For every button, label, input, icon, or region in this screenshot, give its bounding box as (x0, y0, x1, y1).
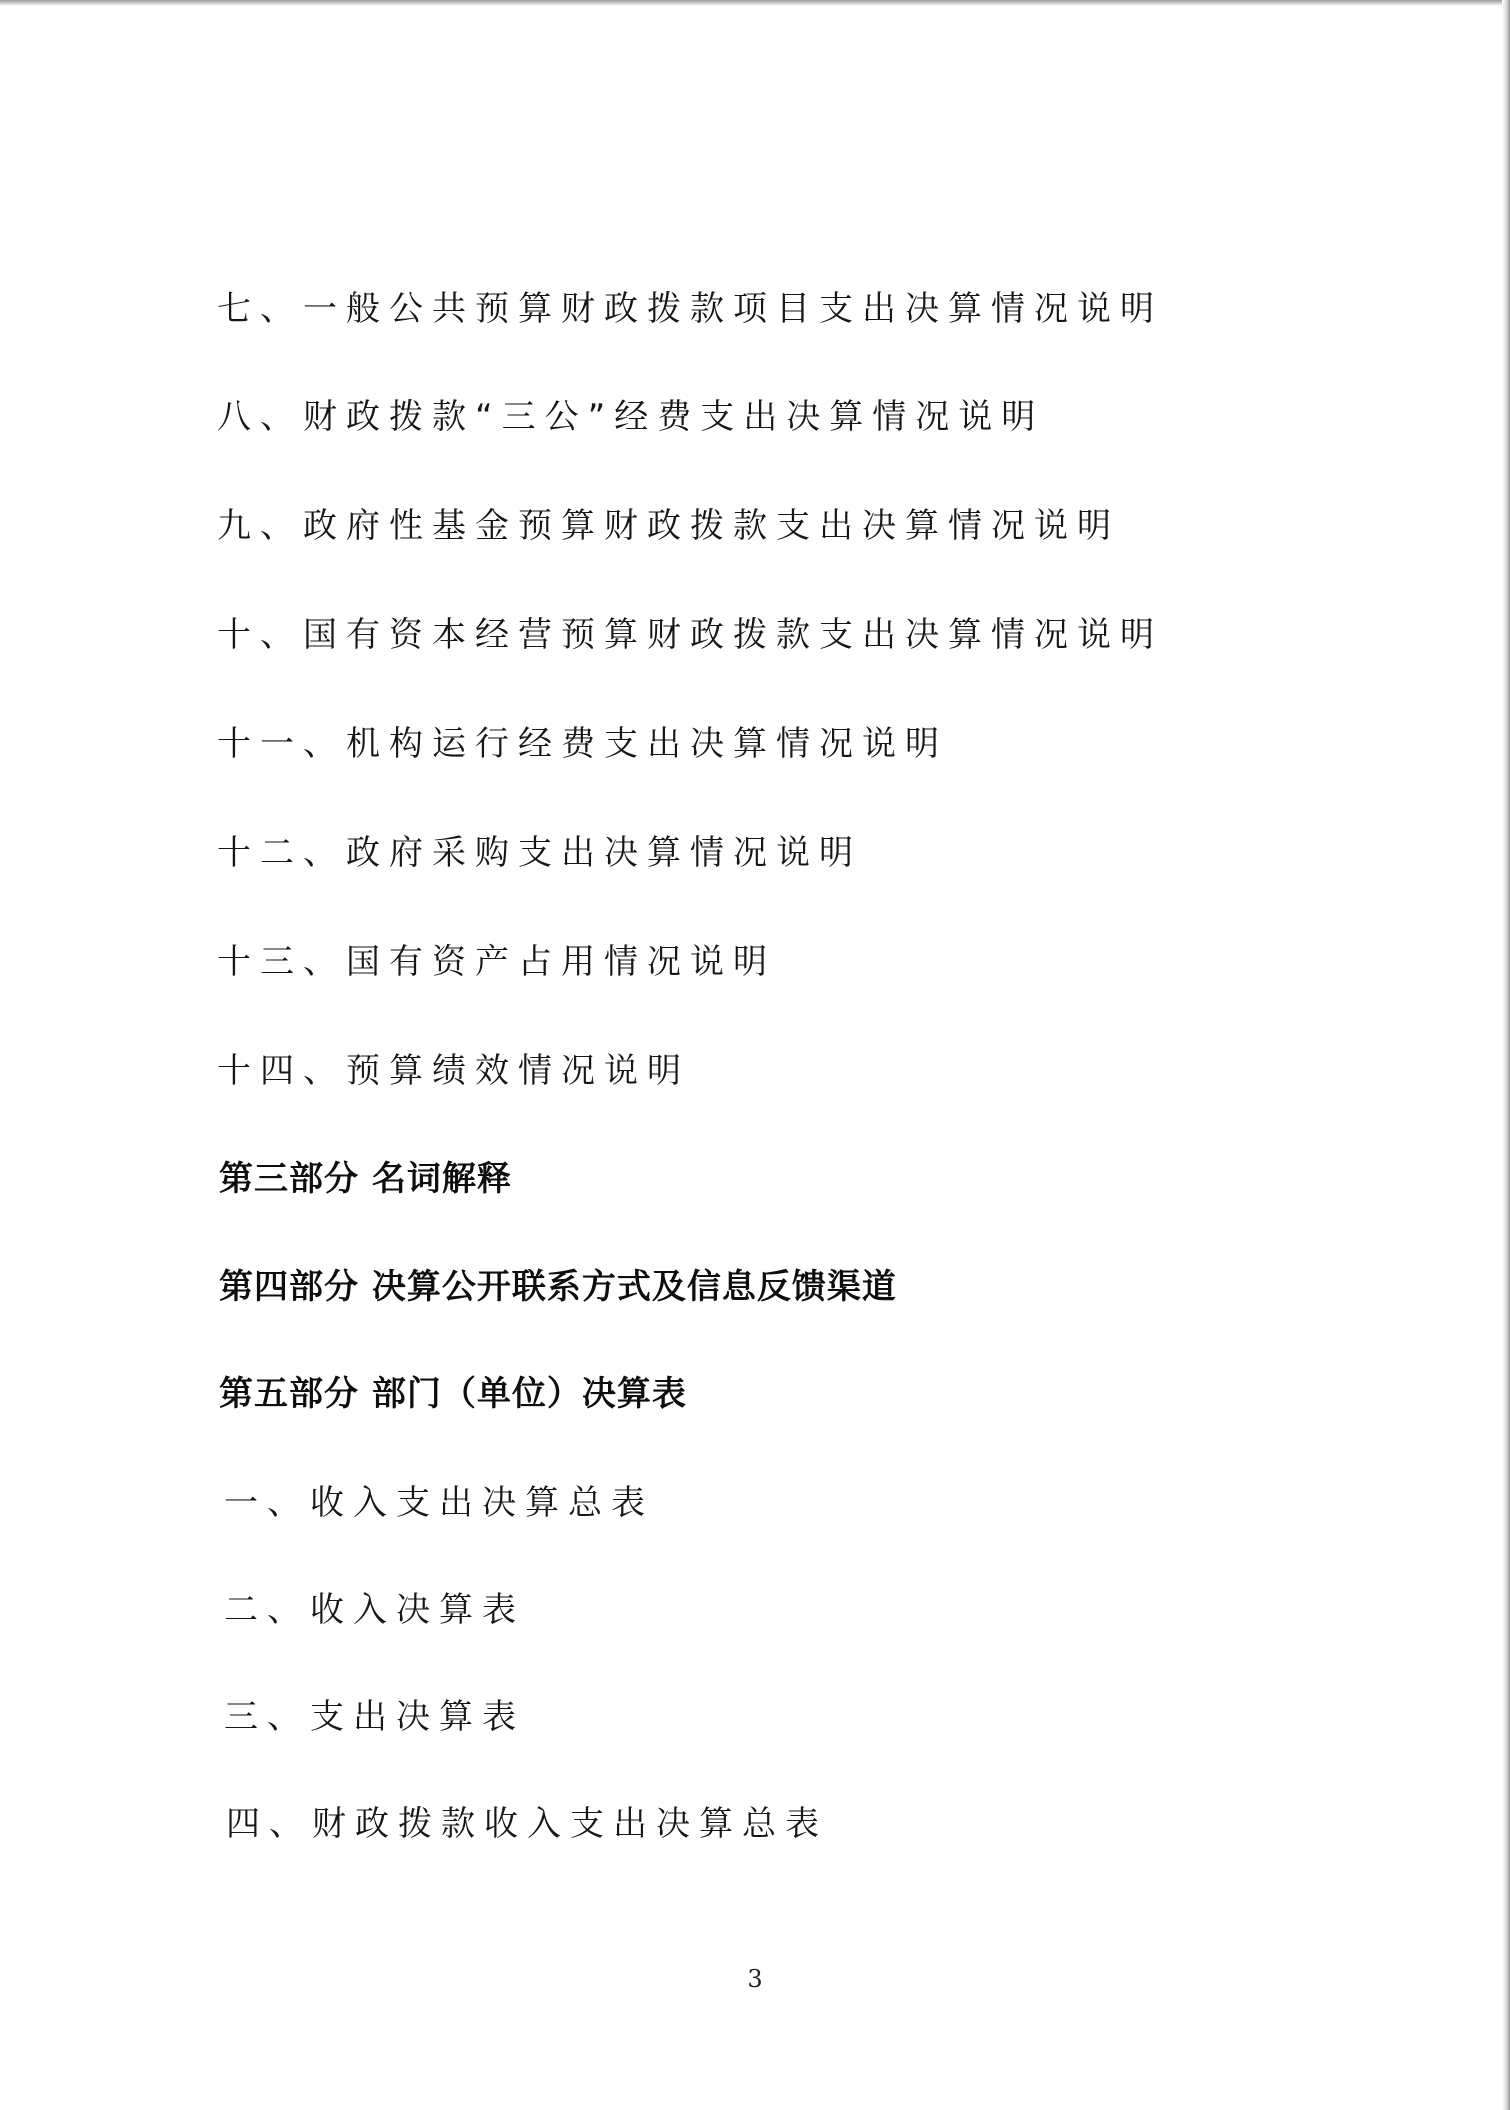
toc-table-1: 一、收入支出决算总表 (224, 1483, 654, 1523)
toc-table-3: 三、支出决算表 (224, 1697, 525, 1737)
toc-item-12: 十二、政府采购支出决算情况说明 (217, 833, 862, 873)
toc-item-9: 九、政府性基金预算财政拨款支出决算情况说明 (217, 506, 1120, 546)
toc-item-13: 十三、国有资产占用情况说明 (217, 942, 776, 982)
toc-table-2: 二、收入决算表 (224, 1590, 525, 1630)
toc-table-4: 四、财政拨款收入支出决算总表 (226, 1804, 828, 1844)
toc-item-7: 七、一般公共预算财政拨款项目支出决算情况说明 (217, 289, 1163, 329)
toc-part-4-heading: 第四部分 决算公开联系方式及信息反馈渠道 (219, 1267, 897, 1307)
toc-item-8: 八、财政拨款“三公”经费支出决算情况说明 (217, 397, 1045, 437)
toc-part-3-heading: 第三部分 名词解释 (219, 1159, 512, 1199)
toc-item-11: 十一、机构运行经费支出决算情况说明 (217, 724, 948, 764)
toc-item-14: 十四、预算绩效情况说明 (217, 1051, 690, 1091)
page-number: 3 (747, 1965, 763, 1993)
toc-item-10: 十、国有资本经营预算财政拨款支出决算情况说明 (217, 615, 1163, 655)
toc-part-5-heading: 第五部分 部门（单位）决算表 (219, 1374, 687, 1414)
